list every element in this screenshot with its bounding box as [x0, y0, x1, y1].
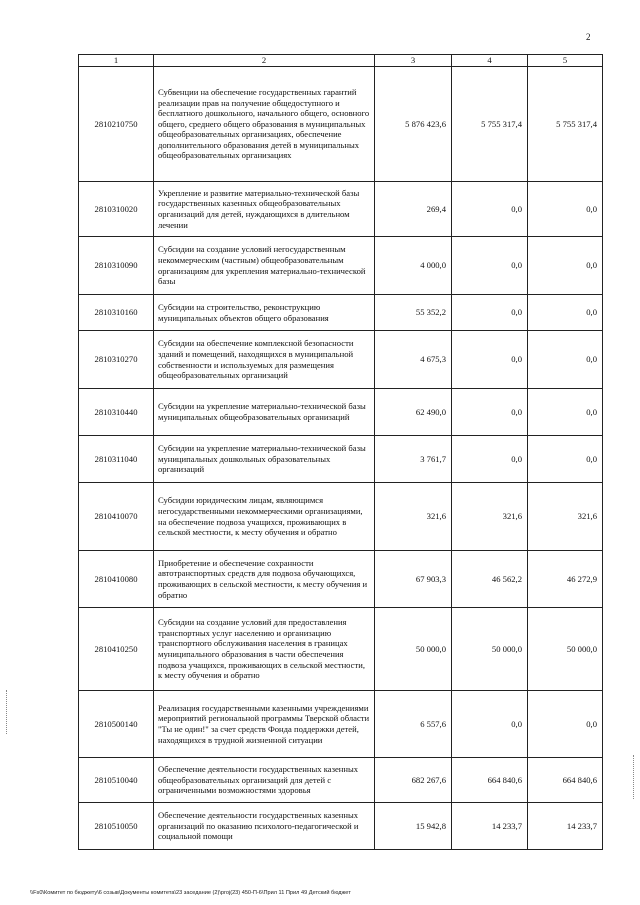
row-value-col5: 50 000,0 — [528, 608, 603, 691]
table-row — [79, 691, 603, 758]
row-value-col5: 14 233,7 — [528, 803, 603, 850]
row-value-col5: 0,0 — [528, 691, 603, 758]
row-code: 2810500140 — [79, 691, 154, 758]
row-description: Субсидии на создание условий для предоставления транспортных услуг населению и организацию транспортного обслуживания населения в границах муниципального образования в части обеспечения подвоза учащихся, проживающих в сельской местности, к месту обучения и обратно — [154, 608, 375, 691]
row-value-col4: 5 755 317,4 — [452, 67, 528, 182]
table-row — [79, 237, 603, 295]
row-value-col5: 0,0 — [528, 436, 603, 483]
row-code: 2810410250 — [79, 608, 154, 691]
row-value-col3: 321,6 — [375, 483, 452, 551]
row-value-col5: 321,6 — [528, 483, 603, 551]
row-description: Субсидии на укрепление материально-технической базы муниципальных общеобразовательных организаций — [154, 389, 375, 436]
row-description: Укрепление и развитие материально-технической базы государственных казенных общеобразовательных организаций для детей, нуждающихся в длительном лечении — [154, 182, 375, 237]
row-code: 2810310020 — [79, 182, 154, 237]
row-value-col3: 4 675,3 — [375, 331, 452, 389]
row-description: Субвенции на обеспечение государственных гарантий реализации прав на получение общедоступного и бесплатного дошкольного, начального общего, основного общего, среднего общего образования в муниципальных общеобразовательных организациях, обеспечение дополнительного образования детей в муниципальных общеобразовательных организациях — [154, 67, 375, 182]
header-row — [79, 55, 603, 67]
column-header-4: 4 — [452, 55, 528, 67]
table-row — [79, 67, 603, 182]
row-code: 2810410080 — [79, 551, 154, 608]
row-description: Субсидии юридическим лицам, являющимся негосударственными некоммерческими организациями, на обеспечение подвоза учащихся, проживающих в сельской местности, к месту обучения и обратно — [154, 483, 375, 551]
row-value-col4: 0,0 — [452, 691, 528, 758]
column-header-5: 5 — [528, 55, 603, 67]
row-value-col3: 3 761,7 — [375, 436, 452, 483]
column-header-3: 3 — [375, 55, 452, 67]
row-value-col3: 67 903,3 — [375, 551, 452, 608]
row-value-col4: 321,6 — [452, 483, 528, 551]
row-value-col5: 46 272,9 — [528, 551, 603, 608]
table-row — [79, 331, 603, 389]
row-description: Обеспечение деятельности государственных казенных организаций по оказанию психолого-педагогической и социальной помощи — [154, 803, 375, 850]
row-code: 2810210750 — [79, 67, 154, 182]
row-value-col4: 0,0 — [452, 436, 528, 483]
row-value-col4: 46 562,2 — [452, 551, 528, 608]
row-code: 2810310440 — [79, 389, 154, 436]
row-value-col4: 50 000,0 — [452, 608, 528, 691]
row-description: Субсидии на строительство, реконструкцию муниципальных объектов общего образования — [154, 295, 375, 331]
row-value-col4: 0,0 — [452, 182, 528, 237]
row-value-col3: 6 557,6 — [375, 691, 452, 758]
row-value-col4: 0,0 — [452, 295, 528, 331]
table-row — [79, 436, 603, 483]
budget-table — [78, 54, 603, 850]
page-number: 2 — [586, 32, 591, 42]
row-value-col3: 682 267,6 — [375, 758, 452, 803]
margin-mark-left — [6, 690, 8, 734]
row-value-col3: 4 000,0 — [375, 237, 452, 295]
row-code: 2810311040 — [79, 436, 154, 483]
row-description: Обеспечение деятельности государственных казенных общеобразовательных организаций для детей с ограниченными возможностями здоровья — [154, 758, 375, 803]
row-code: 2810310160 — [79, 295, 154, 331]
row-code: 2810310090 — [79, 237, 154, 295]
row-value-col5: 0,0 — [528, 389, 603, 436]
row-value-col3: 269,4 — [375, 182, 452, 237]
row-value-col5: 0,0 — [528, 237, 603, 295]
table-row — [79, 483, 603, 551]
row-description: Приобретение и обеспечение сохранности автотранспортных средств для подвоза обучающихся, проживающих в сельской местности, к месту обучения и обратно — [154, 551, 375, 608]
row-description: Субсидии на обеспечение комплексной безопасности зданий и помещений, находящихся в муниципальной собственности и используемых для размещения общеобразовательных организаций — [154, 331, 375, 389]
row-value-col3: 55 352,2 — [375, 295, 452, 331]
column-header-1: 1 — [79, 55, 154, 67]
column-header-2: 2 — [154, 55, 375, 67]
row-code: 2810310270 — [79, 331, 154, 389]
table-row — [79, 389, 603, 436]
row-value-col5: 0,0 — [528, 331, 603, 389]
row-description: Реализация государственными казенными учреждениями мероприятий региональной программы Тверской области "Ты не один!" за счет средств Фонда поддержки детей, находящихся в трудной жизненной ситуации — [154, 691, 375, 758]
table-row — [79, 551, 603, 608]
row-value-col5: 664 840,6 — [528, 758, 603, 803]
row-description: Субсидии на укрепление материально-технической базы муниципальных дошкольных образовательных организаций — [154, 436, 375, 483]
row-value-col4: 14 233,7 — [452, 803, 528, 850]
table-row — [79, 803, 603, 850]
row-value-col4: 664 840,6 — [452, 758, 528, 803]
margin-mark-right — [633, 755, 635, 799]
row-value-col3: 15 942,8 — [375, 803, 452, 850]
table-row — [79, 295, 603, 331]
table-row — [79, 608, 603, 691]
row-value-col3: 62 490,0 — [375, 389, 452, 436]
row-value-col3: 5 876 423,6 — [375, 67, 452, 182]
table-row — [79, 758, 603, 803]
row-code: 2810510050 — [79, 803, 154, 850]
row-value-col3: 50 000,0 — [375, 608, 452, 691]
row-value-col4: 0,0 — [452, 389, 528, 436]
table-row — [79, 182, 603, 237]
file-path-footer: \\Fs0\Комитет по бюджету\6 созыв\Документы комитета\23 заседание (2)\proj(23) 450-П-6\Прил 11 Прил 49 Детский бюджет — [30, 890, 351, 896]
row-code: 2810410070 — [79, 483, 154, 551]
row-value-col4: 0,0 — [452, 331, 528, 389]
row-description: Субсидии на создание условий негосударственным некоммерческим (частным) общеобразовательным организациям для укрепления материально-технической базы — [154, 237, 375, 295]
row-value-col5: 0,0 — [528, 295, 603, 331]
row-value-col4: 0,0 — [452, 237, 528, 295]
row-value-col5: 0,0 — [528, 182, 603, 237]
row-code: 2810510040 — [79, 758, 154, 803]
row-value-col5: 5 755 317,4 — [528, 67, 603, 182]
